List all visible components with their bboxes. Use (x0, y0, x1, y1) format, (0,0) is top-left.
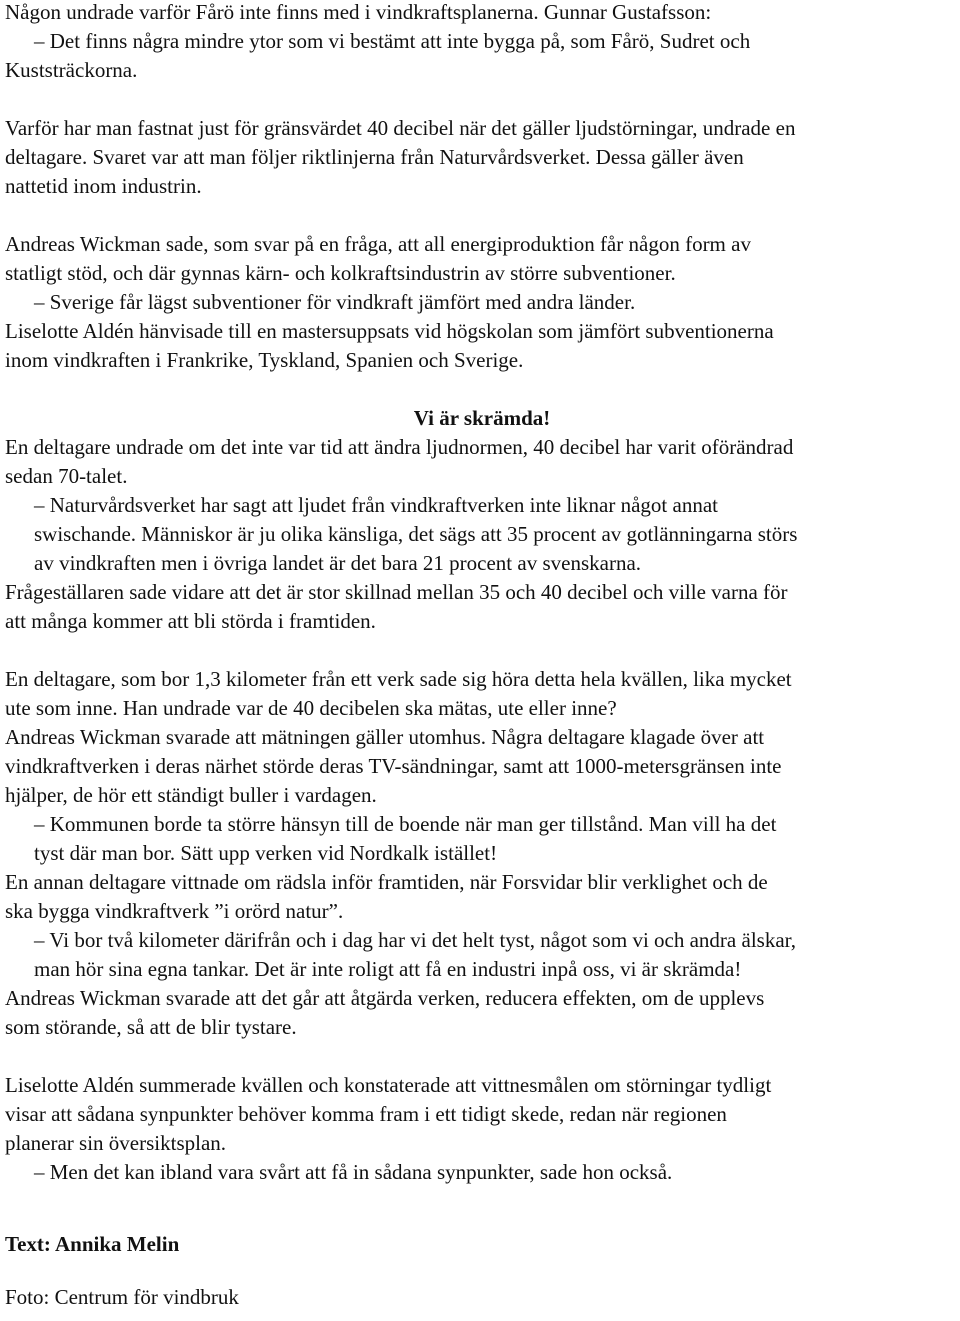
paragraph-residents (5, 665, 957, 1042)
subheading: Vi är skrämda! (413, 406, 551, 430)
text-line: Andreas Wickman svarade att mätningen gäller utomhus. Några deltagare klagade över att (5, 725, 765, 749)
text-line: Liselotte Aldén summerade kvällen och konstaterade att vittnesmålen om störningar tydligt (5, 1073, 772, 1097)
text-line: deltagare. Svaret var att man följer riktlinjerna från Naturvårdsverket. Dessa gäller även (5, 145, 744, 169)
text-line: planerar sin översiktsplan. (5, 1131, 227, 1155)
text-line: ska bygga vindkraftverk ”i orörd natur”. (5, 899, 344, 923)
text-line: Andreas Wickman svarade att det går att åtgärda verken, reducera effekten, om de upplevs (5, 986, 765, 1010)
paragraph-spacer (5, 375, 957, 404)
text-line: statligt stöd, och där gynnas kärn- och kolkraftsindustrin av större subventioner. (5, 261, 676, 285)
paragraph-spacer (5, 1042, 957, 1071)
text-line: hjälper, de hör ett ständigt buller i vardagen. (5, 783, 377, 807)
quote-line: tyst där man bor. Sätt upp verken vid Nordkalk istället! (34, 841, 498, 865)
photo-credit: Foto: Centrum för vindbruk (5, 1285, 239, 1309)
text-line: som störande, så att de blir tystare. (5, 1015, 297, 1039)
quote-line: – Men det kan ibland vara svårt att få in sådana synpunkter, sade hon också. (34, 1160, 673, 1184)
text-line: En annan deltagare vittnade om rädsla inför framtiden, när Forsvidar blir verklighet och de (5, 870, 768, 894)
quote-line: av vindkraften men i övriga landet är det bara 21 procent av svenskarna. (34, 551, 642, 575)
byline: Text: Annika Melin (5, 1232, 180, 1256)
quote-line: swischande. Människor är ju olika känsliga, det sägs att 35 procent av gotlänningarna störs (34, 522, 798, 546)
text-line: En deltagare undrade om det inte var tid att ändra ljudnormen, 40 decibel har varit oförändrad (5, 435, 794, 459)
text-line: att många kommer att bli störda i framtiden. (5, 609, 376, 633)
paragraph-spacer (5, 636, 957, 665)
text-line: visar att sådana synpunkter behöver komma fram i ett tidigt skede, redan när regionen (5, 1102, 727, 1126)
text-line: ute som inne. Han undrade var de 40 decibelen ska mätas, ute eller inne? (5, 696, 617, 720)
text-line: Någon undrade varför Fårö inte finns med i vindkraftsplanerna. Gunnar Gustafsson: (5, 0, 712, 24)
text-line: nattetid inom industrin. (5, 174, 202, 198)
paragraph-spacer (5, 201, 957, 230)
text-line: Varför har man fastnat just för gränsvärdet 40 decibel när det gäller ljudstörningar, undrade en (5, 116, 796, 140)
text-line: sedan 70-talet. (5, 464, 128, 488)
text-line: Andreas Wickman sade, som svar på en fråga, att all energiproduktion får någon form av (5, 232, 751, 256)
quote-line: – Kommunen borde ta större hänsyn till de boende när man ger tillstånd. Man vill ha det (34, 812, 777, 836)
quote-line: – Det finns några mindre ytor som vi bestämt att inte bygga på, som Fårö, Sudret och (34, 29, 751, 53)
quote-line: – Sverige får lägst subventioner för vindkraft jämfört med andra länder. (34, 290, 636, 314)
quote-line: – Vi bor två kilometer därifrån och i dag har vi det helt tyst, något som vi och andra älskar, (34, 928, 797, 952)
credit-spacer (5, 1259, 957, 1283)
quote-line: – Naturvårdsverket har sagt att ljudet från vindkraftverken inte liknar något annat (34, 493, 718, 517)
quote-line: man hör sina egna tankar. Det är inte roligt att få en industri inpå oss, vi är skrämda! (34, 957, 742, 981)
paragraph-spacer (5, 85, 957, 114)
text-line: En deltagare, som bor 1,3 kilometer från ett verk sade sig höra detta hela kvällen, lika mycket (5, 667, 792, 691)
article-page (5, 0, 957, 1312)
paragraph-summary (5, 1071, 957, 1187)
text-line: Frågeställaren sade vidare att det är stor skillnad mellan 35 och 40 decibel och ville varna för (5, 580, 788, 604)
text-line: inom vindkraften i Frankrike, Tyskland, Spanien och Sverige. (5, 348, 524, 372)
paragraph-faro (5, 0, 957, 85)
paragraph-noise-norm (5, 433, 957, 636)
paragraph-decibel-limit (5, 114, 957, 201)
text-line: vindkraftverken i deras närhet störde deras TV-sändningar, samt att 1000-metersgränsen inte (5, 754, 782, 778)
text-line: Liselotte Aldén hänvisade till en mastersuppsats vid högskolan som jämfört subventionerna (5, 319, 774, 343)
text-line: Kuststräckorna. (5, 58, 138, 82)
paragraph-subsidies (5, 230, 957, 375)
byline-spacer (5, 1187, 957, 1230)
